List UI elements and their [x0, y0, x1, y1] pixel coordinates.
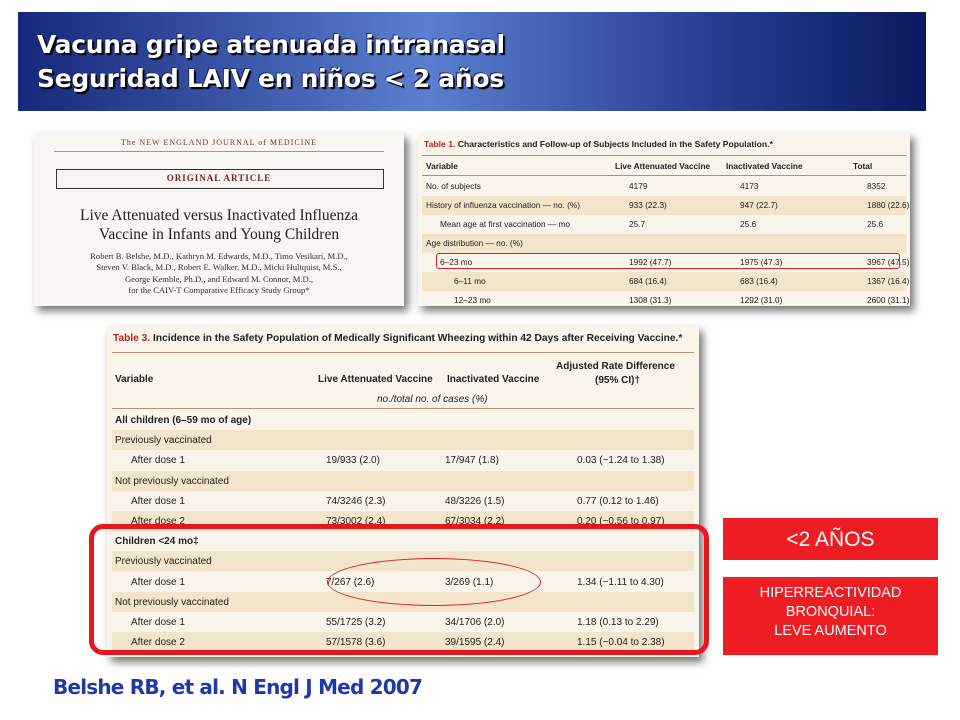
- table1-row: [422, 196, 910, 215]
- table3-cell: 67/3034 (2.2): [445, 516, 505, 527]
- table3-row: [112, 410, 694, 430]
- table3-row: [112, 430, 694, 450]
- table1-card: [418, 133, 910, 306]
- table1-cell-variable: 6–23 mo: [440, 257, 473, 267]
- table1-cell: 25.6: [867, 219, 884, 229]
- table1-cell: 1367 (16.4): [867, 276, 910, 286]
- table1-cell-variable: No. of subjects: [426, 181, 481, 191]
- title-banner: [18, 12, 926, 111]
- article-title: [44, 206, 394, 244]
- article-section: ORIGINAL ARTICLE: [166, 173, 272, 183]
- table3-cell: 73/3002 (2.4): [326, 516, 386, 527]
- table3-col-variable: Variable: [115, 374, 154, 385]
- table1-cell: 947 (22.7): [740, 200, 778, 210]
- table3-cell-variable: All children (6–59 mo of age): [115, 415, 252, 426]
- table3-cell: 0.20 (−0.56 to 0.97): [577, 516, 665, 527]
- table3-col-tiv: Inactivated Vaccine: [447, 374, 540, 385]
- table3-col-diff: Adjusted Rate Difference: [556, 361, 675, 372]
- slide-title-line1: Vacuna gripe atenuada intranasal: [37, 30, 505, 59]
- table3-units: no./total no. of cases (%): [377, 394, 488, 405]
- article-header-card: [34, 133, 404, 306]
- table3-cell: 7/267 (2.6): [326, 576, 375, 588]
- table1-cell: 1992 (47.7): [629, 257, 672, 267]
- table3-cell: 0.03 (−1.24 to 1.38): [577, 455, 665, 467]
- table1-cell: 4173: [740, 181, 759, 191]
- author-line: George Kemble, Ph.D., and Edward M. Connor, M.D.,: [124, 273, 314, 284]
- author-line: for the CAIV-T Comparative Efficacy Study Group*: [128, 284, 310, 295]
- table3-cell-variable: After dose 1: [131, 495, 185, 507]
- table-rule: [112, 352, 694, 353]
- table1-col-tiv: Inactivated Vaccine: [726, 161, 803, 171]
- table3-cell-variable: Children <24 mo‡: [115, 536, 199, 548]
- table3-cell: 19/933 (2.0): [326, 455, 380, 467]
- table1-col-total: Total: [853, 161, 873, 171]
- table3-cell-variable: After dose 1: [131, 455, 185, 467]
- table1-caption-text: Characteristics and Follow-up of Subjects Included in the Safety Population.*: [457, 139, 773, 149]
- table3-cell: 39/1595 (2.4): [445, 637, 505, 649]
- slide-title-line2: Seguridad LAIV en niños < 2 años: [37, 64, 504, 93]
- table3-label: Table 3.: [113, 333, 151, 344]
- wheeze-label: [723, 577, 938, 655]
- table1-cell: 1308 (31.3): [629, 295, 672, 305]
- table1-cell: 25.7: [629, 219, 646, 229]
- table3-cell: 55/1725 (3.2): [326, 617, 386, 628]
- table3-cell: 48/3226 (1.5): [445, 495, 505, 507]
- table1-cell: 684 (16.4): [629, 276, 667, 286]
- table1-cell: 25.6: [740, 219, 757, 229]
- table3-cell: 74/3246 (2.3): [326, 495, 386, 507]
- table1-cell: 1975 (47.3): [740, 257, 783, 267]
- table3-col-laiv: Live Attenuated Vaccine: [318, 374, 433, 385]
- table1-row: [422, 215, 906, 234]
- table1-caption: [424, 139, 773, 149]
- table3-cell: 1.15 (−0.04 to 2.38): [577, 637, 665, 649]
- table1-cell-variable: 12–23 mo: [454, 295, 491, 305]
- wheeze-label-line: HIPERREACTIVIDAD: [759, 585, 902, 601]
- table1-cell-variable: Age distribution — no. (%): [426, 238, 523, 248]
- table1-header-row: [422, 157, 906, 176]
- table1-row: [422, 177, 906, 196]
- table1-cell: 1880 (22.6): [867, 200, 910, 210]
- highlight-box-6-23mo: [436, 253, 900, 269]
- table1-col-laiv: Live Attenuated Vaccine: [615, 161, 711, 171]
- table3-col-diff-ci: (95% CI)†: [595, 375, 641, 386]
- table3-cell-variable: After dose 2: [131, 637, 185, 649]
- table1-cell-variable: Mean age at first vaccination — mo: [440, 219, 571, 229]
- table3-cell: 17/947 (1.8): [445, 455, 499, 467]
- table-rule: [422, 175, 906, 176]
- table3-row: [112, 491, 694, 511]
- table3-cell-variable: After dose 2: [131, 516, 185, 527]
- table3-cell-variable: Previously vaccinated: [115, 556, 212, 568]
- author-line: Steven V. Black, M.D., Robert E. Walker, M.D., Micki Hultquist, M.S.,: [96, 262, 342, 273]
- table3-cell-variable: Not previously vaccinated: [115, 475, 229, 487]
- table3-cell-variable: Not previously vaccinated: [115, 596, 229, 608]
- table1-cell: 683 (16.4): [740, 276, 778, 286]
- table3-caption-text: Incidence in the Safety Population of Medically Significant Wheezing within 42 Days after Receiving Vaccine.*: [153, 333, 683, 344]
- table3-cell: 3/269 (1.1): [445, 576, 494, 588]
- table1-cell: 933 (22.3): [629, 200, 667, 210]
- table1-cell-variable: History of influenza vaccination — no. (%): [426, 200, 581, 210]
- article-title-line1: Live Attenuated versus Inactivated Influenza: [79, 207, 359, 224]
- table3-cell: 34/1706 (2.0): [445, 617, 505, 628]
- table3-row: [112, 471, 694, 491]
- age-label: <2 AÑOS: [723, 518, 938, 560]
- table1-label: Table 1.: [424, 139, 456, 149]
- table1-cell: 3967 (47.5): [867, 257, 910, 267]
- table3-cell: 0.77 (0.12 to 1.46): [577, 495, 659, 507]
- table-rule: [422, 155, 906, 156]
- table1-cell: 1292 (31.0): [740, 295, 783, 305]
- citation: Belshe RB, et al. N Engl J Med 2007: [53, 675, 423, 699]
- table-rule: [112, 408, 694, 409]
- table3-cell-variable: Previously vaccinated: [115, 435, 212, 447]
- wheeze-label-line: LEVE AUMENTO: [774, 623, 887, 639]
- table1-cell: 4179: [629, 181, 648, 191]
- table3-cell: 1.34 (−1.11 to 4.30): [577, 576, 664, 588]
- article-authors: [54, 251, 384, 296]
- table3-row: [112, 450, 694, 470]
- table3-cell: 1.18 (0.13 to 2.29): [577, 617, 659, 628]
- table1-cell: 8352: [867, 181, 886, 191]
- table1-row: [422, 272, 910, 291]
- table1-col-variable: Variable: [426, 161, 458, 171]
- table1-cell: 2600 (31.1): [867, 295, 910, 305]
- divider: [54, 151, 384, 152]
- table1-cell-variable: 6–11 mo: [454, 276, 486, 286]
- table3-cell-variable: After dose 1: [131, 617, 185, 628]
- table1-row: [422, 234, 906, 253]
- table3-caption: [113, 333, 682, 344]
- article-title-line2: Vaccine in Infants and Young Children: [98, 226, 340, 243]
- journal-name: The NEW ENGLAND JOURNAL of MEDICINE: [120, 138, 318, 147]
- after-dose1-highlight-oval: [327, 558, 541, 606]
- author-line: Robert B. Belshe, M.D., Kathryn M. Edwards, M.D., Timo Vesikari, M.D.,: [90, 251, 348, 261]
- table1-row: [422, 291, 910, 310]
- table3-cell-variable: After dose 1: [131, 576, 185, 588]
- wheeze-label-line: BRONQUIAL:: [785, 604, 876, 620]
- table3-cell: 57/1578 (3.6): [326, 637, 386, 649]
